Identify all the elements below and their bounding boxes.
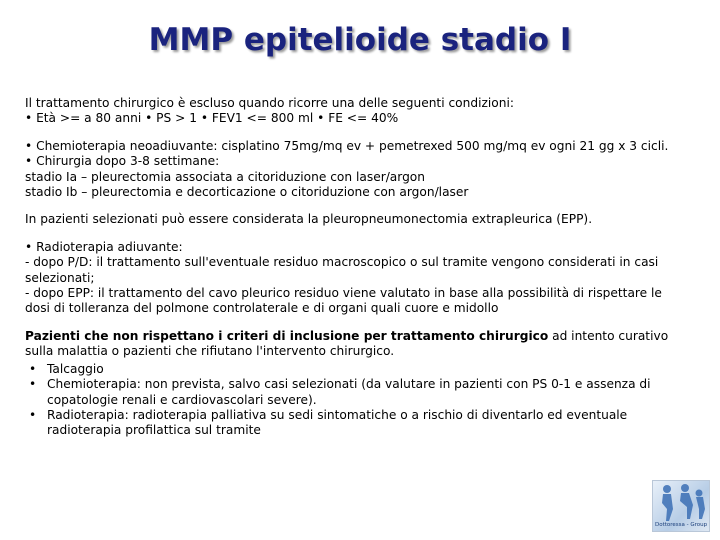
text-line: stadio Ib – pleurectomia e decorticazione o citoriduzione con argon/laser <box>25 185 469 200</box>
text-line: - dopo EPP: il trattamento del cavo pleurico residuo viene valutato in base alla possibilità di rispettare le dosi di tolleranza del polmone controlaterale e di organi quali cuore e midollo <box>25 286 662 316</box>
text-line <box>25 329 685 360</box>
bullet: • <box>29 361 37 376</box>
text-line: • Chemioterapia neoadiuvante: cisplatino 75mg/mq ev + pemetrexed 500 mg/mq ev ogni 21 gg x 3 cicli. <box>25 138 669 153</box>
exclusion-criteria <box>25 96 685 127</box>
text-line: In pazienti selezionati può essere considerata la pleuropneumonectomia extrapleurica (EPP). <box>25 212 593 227</box>
list-item-text: Chemioterapia: non prevista, salvo casi selezionati (da valutare in pazienti con PS 0-1 e assenza di copatologie renali e cardiovascolari severe). <box>47 377 651 407</box>
bold-heading: Pazienti che non rispettano i criteri di inclusione per trattamento chirurgico <box>25 328 549 343</box>
text-span: ad intento curativo sulla malattia o pazienti che rifiutano l'intervento chirurgico. <box>25 328 669 359</box>
list-item <box>25 408 685 439</box>
bullet: • <box>29 407 37 422</box>
bullet-list <box>25 362 685 439</box>
text-line: Il trattamento chirurgico è escluso quando ricorre una delle seguenti condizioni: <box>25 96 514 110</box>
text-line: • Età >= a 80 anni • PS > 1 • FEV1 <= 800 ml • FE <= 40% <box>25 111 399 126</box>
logo <box>652 480 710 532</box>
list-item <box>25 362 685 377</box>
bullet: • <box>29 377 37 392</box>
logo-text: Dottoressa - Group <box>655 522 708 528</box>
slide-body <box>25 96 685 451</box>
epp-note <box>25 212 685 227</box>
treatment-plan <box>25 139 685 201</box>
slide-title: MMP epitelioide stadio I <box>148 22 572 58</box>
list-item-text: Radioterapia: radioterapia palliativa su sedi sintomatiche o a rischio di diventarlo ed eventuale radioterapia profilattica sul tramite <box>47 407 628 438</box>
text-line: - dopo P/D: il trattamento sull'eventuale residuo macroscopico o sul tramite vengono considerati in casi selezionati; <box>25 255 659 285</box>
text-line: • Radioterapia adiuvante: <box>25 239 183 254</box>
list-item-text: Talcaggio <box>47 361 104 376</box>
non-surgical-patients <box>25 329 685 439</box>
adjuvant-radiotherapy <box>25 240 685 317</box>
list-item <box>25 377 685 408</box>
text-line: • Chirurgia dopo 3-8 settimane: <box>25 154 220 169</box>
text-line: stadio Ia – pleurectomia associata a citoriduzione con laser/argon <box>25 169 425 184</box>
